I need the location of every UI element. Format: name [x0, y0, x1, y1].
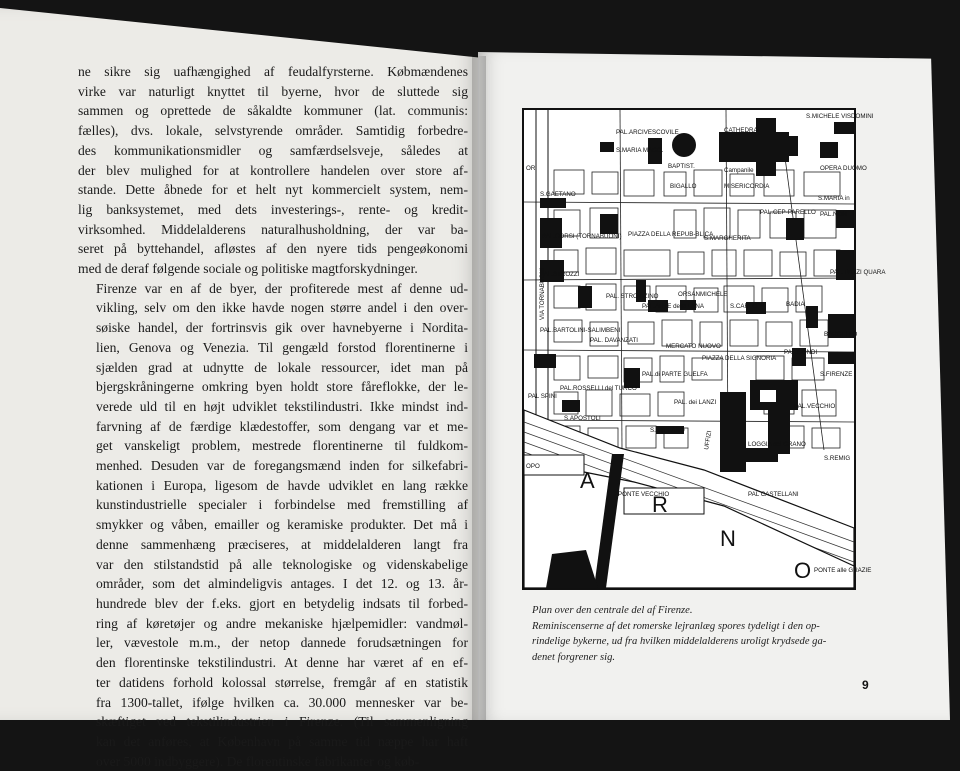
text-line: virke var naturligt knyttet til byerne, hvor de sluttede sig	[78, 83, 468, 99]
caption-line: rindelige bykerne, ud fra hvilken middelalderens uroligt krydsede ga-	[532, 636, 827, 647]
map-label: S.FIRENZE	[820, 371, 853, 378]
map-label: PAL. DAVANZATI	[590, 337, 639, 344]
text-line: den florentinske tekstilindustri. At denne har været af en ef-	[96, 655, 468, 671]
text-line: lien, Genova og Venezia. Til gengæld forstod florentinerne i	[96, 339, 468, 355]
map-label: PAL.GONDI	[784, 349, 818, 356]
map-label: PIAZZA DELLA SIGNORIA	[702, 355, 777, 362]
map-label: PAL SPINI	[528, 393, 557, 400]
map-label: PAL CASTELLANI	[748, 491, 799, 498]
body-text	[78, 62, 468, 771]
map-label: PONTE alle GRAZIE	[814, 567, 872, 574]
map-label: PAL.STROZZI	[540, 271, 580, 278]
text-line: var den stilstandstid på alle teknologiske og videnskabelige	[96, 556, 468, 572]
river-letter-n: N	[720, 526, 736, 551]
map-label: PAL.BARTOLINI-SALIMBENI	[540, 327, 621, 334]
map-label: MERCATO NUOVO	[666, 343, 721, 350]
map-label: Campanile	[724, 167, 754, 174]
river-arno	[524, 410, 854, 588]
map-label: S.GAETANO	[540, 191, 576, 198]
map-label: S.MARGHERITA	[704, 235, 751, 242]
map-label: S.CARLO	[730, 303, 758, 310]
text-line: hundrede blev der f.eks. gjort en betydelig indsats til forbed-	[96, 595, 468, 611]
map-label: S.APOSTOLI	[564, 415, 601, 422]
map-label: BADIA	[786, 301, 805, 308]
text-line: farvning af de færdige klædestoffer, som dengang var et me-	[96, 418, 468, 434]
building-cutouts	[760, 390, 776, 402]
map-label: S.REMIG	[824, 455, 851, 462]
text-line: ler, vævestole m.m., der netop dannede forudsætningen for	[96, 635, 468, 651]
text-line: sammen og oprettede de såkaldte kommuner (lat. communis:	[78, 103, 468, 119]
map-label: PAL.ROSSELLI del TURCO	[560, 385, 637, 392]
map-label: S.STEFANO	[650, 427, 685, 434]
map-label: PAL.ARCIVESCOVILE	[616, 129, 679, 136]
paragraph-2	[78, 279, 468, 771]
text-line: områder, som det almindeligvis antages. I det 12. og 13. år-	[96, 576, 468, 592]
text-line: lig banksystemet, med dets investerings-, rente- og kredit-	[78, 201, 468, 217]
text-line: virksomhed. Middelalderens naturalhusholdning, der var ba-	[78, 221, 468, 237]
text-line: des kommunikationsmidler og samfærdselsveje, således at	[78, 142, 468, 158]
map-label-vertical: VIA TORNABUONI	[539, 267, 546, 320]
text-line: fra 1300-tallet, ifølge hvilken ca. 30.000 mennesker var be-	[96, 694, 468, 710]
map-label: MISERICORDIA	[724, 183, 770, 190]
text-line: smykker og våben, emailler og keramiske produkter. Det må i	[96, 517, 468, 533]
river-letter-a: A	[580, 468, 595, 493]
river-letter-o: O	[794, 558, 812, 583]
text-line: bjergskråningerne omkring byen holdt store fåreflokke, der le-	[96, 379, 468, 395]
text-line: fælles), dvs. lokale, selvstyrende områder. Samtidig forbedre-	[78, 123, 468, 139]
text-line: verede uld til en højt udviklet tekstilindustri. Ikke mindst ind-	[96, 398, 468, 414]
text-line: over 5000 indbyggere). De florentinske fabrikanter og køb-	[96, 753, 420, 769]
text-line: kunstindustrielle specialer i forbindelse med fremstilling af	[96, 497, 468, 513]
map-label: ORSANMICHELE	[678, 291, 728, 298]
florence-map	[522, 108, 886, 590]
map-label: PAL. STROZ-ZINO	[606, 293, 659, 300]
text-line: get vanskeligt problem, mestrede florentinerne til fuldkom-	[96, 438, 468, 454]
text-line: ring af køretøjer og andre mekaniske hjælpemidler: vandmøl-	[96, 615, 468, 631]
caption-line: denet forgrener sig.	[532, 651, 616, 663]
map-label: PAL.ARTE della LANA	[642, 303, 705, 310]
map-label: ORI	[526, 165, 538, 172]
map-drawing	[524, 110, 886, 588]
map-label: PAL.VECCHIO	[794, 403, 836, 410]
text-line: menhed. Desuden var de foregangsmænd inden for silkefabri-	[96, 458, 468, 474]
map-label: S.MARIA in	[818, 195, 850, 202]
map-label: PONTE VECCHIO	[618, 491, 670, 498]
text-line: med de deraf følgende sociale og politiske magtforskydninger.	[78, 261, 418, 277]
text-line: søiske handel, der fortrinsvis gik over havnebyerne i Nordita-	[96, 320, 468, 336]
text-line: stande. Dette åbnede for et helt nyt kommercielt system, nem-	[78, 182, 468, 198]
caption-title: Plan over den centrale del af Firenze.	[532, 605, 693, 616]
map-label: PAL.CEP-PARELLO	[760, 209, 816, 216]
text-line: der blev mulighed for at kontrollere handelen over store af-	[78, 162, 468, 178]
text-line: ter datidens forhold kolossal størrelse, fremgår af en statistik	[96, 674, 468, 690]
map-label: BAPTIST.	[668, 163, 695, 170]
map-label: CATHEDRAL	[724, 127, 762, 134]
map-label: PAL.NON	[820, 211, 847, 218]
paragraph-1	[78, 62, 468, 279]
map-label: S.MICHELE VISDOMINI	[806, 113, 874, 120]
text-line: denne sammenhæng præciseres, at middelalderen langt fra	[96, 536, 468, 552]
text-line: vikling, selv om den ikke havde nogen større andel i den over-	[96, 300, 468, 316]
map-label: PAL. PAZZI QUARA	[830, 269, 886, 276]
text-line: kan det anføres, at København på samme tid næppe har haft	[96, 733, 468, 749]
map-label: LOGGIA del GRANO	[748, 441, 806, 448]
text-line: sjælden grad at udnytte de lokale ressourcer, idet man på	[96, 359, 468, 375]
caption-line: Reminiscenserne af det romerske lejranlæg spores tydeligt i den op-	[532, 620, 820, 632]
text-line: Firenze var en af de byer, der profiterede mest af denne ud-	[96, 280, 468, 296]
map-label: PAL.CORSI (TORNABUONI)	[542, 233, 622, 240]
page-number: 9	[862, 678, 869, 692]
book-gutter	[472, 56, 486, 720]
map-label: S.MARIA MAGG.	[616, 147, 664, 154]
map-label: PIAZZA DELLA REPUB-BLICA	[628, 231, 714, 238]
map-label: PAL.di PARTE GUELFA	[642, 371, 708, 378]
map-label: UFFIZI	[703, 430, 714, 451]
text-line: ne sikre sig uafhængighed af feudalfyrsterne. Købmændenes	[78, 64, 468, 79]
map-label: OPERA DUOMO	[820, 165, 867, 172]
map-label: PAL. dei LANZI	[674, 399, 717, 406]
text-line: kationen i Europa, ligesom de havde udviklet en lang række	[96, 477, 468, 493]
map-caption	[532, 603, 872, 665]
map-label: BIGALLO	[670, 183, 697, 190]
river-letter-r: R	[652, 492, 668, 517]
map-label: BARGELLO	[824, 331, 858, 338]
map-label: OPO	[526, 463, 540, 470]
text-line: skæftiget ved tekstilindustrien i Firenze. (Til sammenligning	[96, 714, 468, 730]
text-line: seret på byttehandel, afløstes af den nyere tids pengeøkonomi	[78, 241, 468, 257]
